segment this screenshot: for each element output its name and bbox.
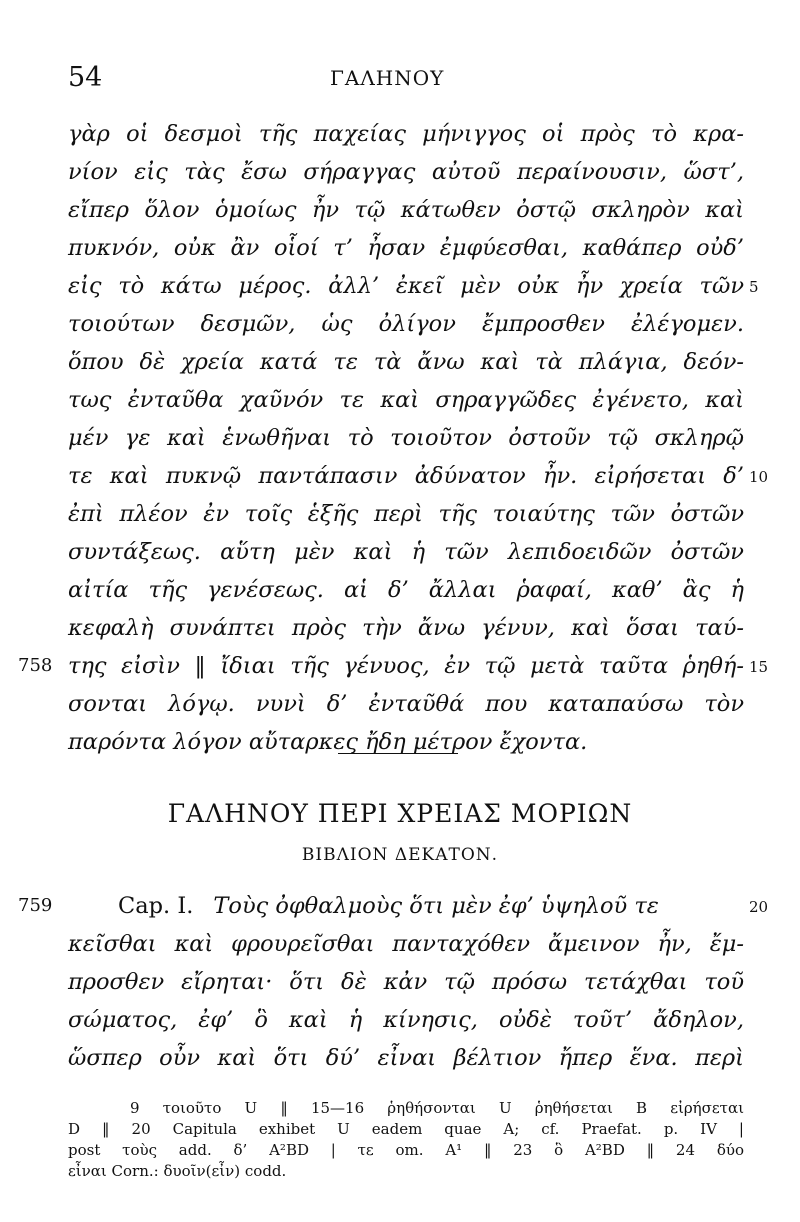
running-head: ΓΑΛΗΝΟΥ (330, 66, 445, 90)
chapter-first-line (118, 887, 744, 925)
body-line: παρόντα λόγον αὔταρκες ἤδη μέτρον ἔχοντα. (68, 729, 588, 755)
footnote-line: εἶναι Corn.: δυοῖν(εἶν) codd. (68, 1162, 287, 1180)
chapter-line: ὥσπερ οὖν καὶ ὅτι δύ’ εἶναι βέλτιον ἤπερ ἕνα. περὶ (68, 1045, 744, 1071)
chapter-label: Cap. I. (118, 893, 194, 919)
body-line: σονται λόγῳ. νυνὶ δ’ ἐνταῦθά που καταπαύσω τὸν (68, 691, 744, 717)
section-divider (338, 753, 458, 754)
body-line: της εἰσὶν ‖ ἴδιαι τῆς γένυος, ἐν τῷ μετὰ ταῦτα ῥηθή- (68, 653, 744, 679)
line-number: 15 (749, 658, 769, 676)
body-line: μέν γε καὶ ἑνωθῆναι τὸ τοιοῦτον ὀστοῦν τῷ σκληρῷ (68, 425, 744, 451)
body-line: αἰτία τῆς γενέσεως. αἱ δ’ ἄλλαι ῥαφαί, καθ’ ἃς ἡ (68, 577, 744, 603)
body-line: κεφαλὴ συνάπτει πρὸς τὴν ἄνω γένυν, καὶ ὅσαι ταύ- (68, 615, 744, 641)
line-number: 5 (749, 278, 759, 296)
chapter-line: προσθεν εἴρηται· ὅτι δὲ κἀν τῷ πρόσω τετάχθαι τοῦ (68, 969, 744, 995)
chapter-line: σώματος, ἐφ’ ὃ καὶ ἡ κίνησις, οὐδὲ τοῦτ’ ἄδηλον, (68, 1007, 744, 1033)
book-title: ΓΑΛΗΝΟΥ ΠΕΡΙ ΧΡΕΙΑΣ ΜΟΡΙΩΝ (167, 799, 633, 828)
footnote-line: 9 τοιοῦτο U ‖ 15—16 ῥηθήσονται U ῥηθήσεται B εἰρήσεται (130, 1099, 744, 1117)
body-line: ἐπὶ πλέον ἐν τοῖς ἑξῆς περὶ τῆς τοιαύτης τῶν ὀστῶν (68, 501, 744, 527)
margin-reference: 759 (18, 895, 53, 916)
chapter-line-text: Τοὺς ὀφθαλμοὺς ὅτι μὲν ἐφ’ ὑψηλοῦ τε (213, 893, 659, 919)
body-line: τως ἐνταῦθα χαῦνόν τε καὶ σηραγγῶδες ἐγένετο, καὶ (68, 387, 744, 413)
body-line: ὅπου δὲ χρεία κατά τε τὰ ἄνω καὶ τὰ πλάγια, δεόν- (68, 349, 744, 375)
book-subtitle: ΒΙΒΛΙΟΝ ΔΕΚΑΤΟΝ. (301, 845, 499, 865)
footnote-line: post τοὺς add. δ’ A²BD | τε om. A¹ ‖ 23 ὃ A²BD ‖ 24 δύο (68, 1141, 744, 1159)
margin-reference: 758 (18, 655, 53, 676)
body-line: εἰς τὸ κάτω μέρος. ἀλλ’ ἐκεῖ μὲν οὐκ ἦν χρεία τῶν (68, 273, 744, 299)
line-number: 20 (749, 898, 769, 916)
body-line: πυκνόν, οὐκ ἂν οἷοί τ’ ἦσαν ἐμφύεσθαι, καθάπερ οὐδ’ (68, 235, 744, 261)
body-line: συντάξεως. αὕτη μὲν καὶ ἡ τῶν λεπιδοειδῶν ὀστῶν (68, 539, 744, 565)
critical-apparatus (68, 1098, 744, 1182)
footnote-line: D ‖ 20 Capitula exhibet U eadem quae A; cf. Praefat. p. IV | (68, 1120, 744, 1138)
page-number: 54 (68, 62, 103, 93)
body-line: εἴπερ ὅλον ὁμοίως ἦν τῷ κάτωθεν ὀστῷ σκληρὸν καὶ (68, 197, 744, 223)
line-number: 10 (749, 468, 769, 486)
body-line: τοιούτων δεσμῶν, ὡς ὀλίγον ἔμπροσθεν ἐλέγομεν. (68, 311, 744, 337)
body-line: νίον εἰς τὰς ἔσω σήραγγας αὐτοῦ περαίνουσιν, ὥστ’, (68, 159, 744, 185)
body-line: τε καὶ πυκνῷ παντάπασιν ἀδύνατον ἦν. εἰρήσεται δ’ (68, 463, 744, 489)
body-line: γὰρ οἱ δεσμοὶ τῆς παχείας μήνιγγος οἱ πρὸς τὸ κρα- (68, 121, 744, 147)
chapter-line: κεῖσθαι καὶ φρουρεῖσθαι πανταχόθεν ἄμεινον ἦν, ἔμ- (68, 931, 744, 957)
